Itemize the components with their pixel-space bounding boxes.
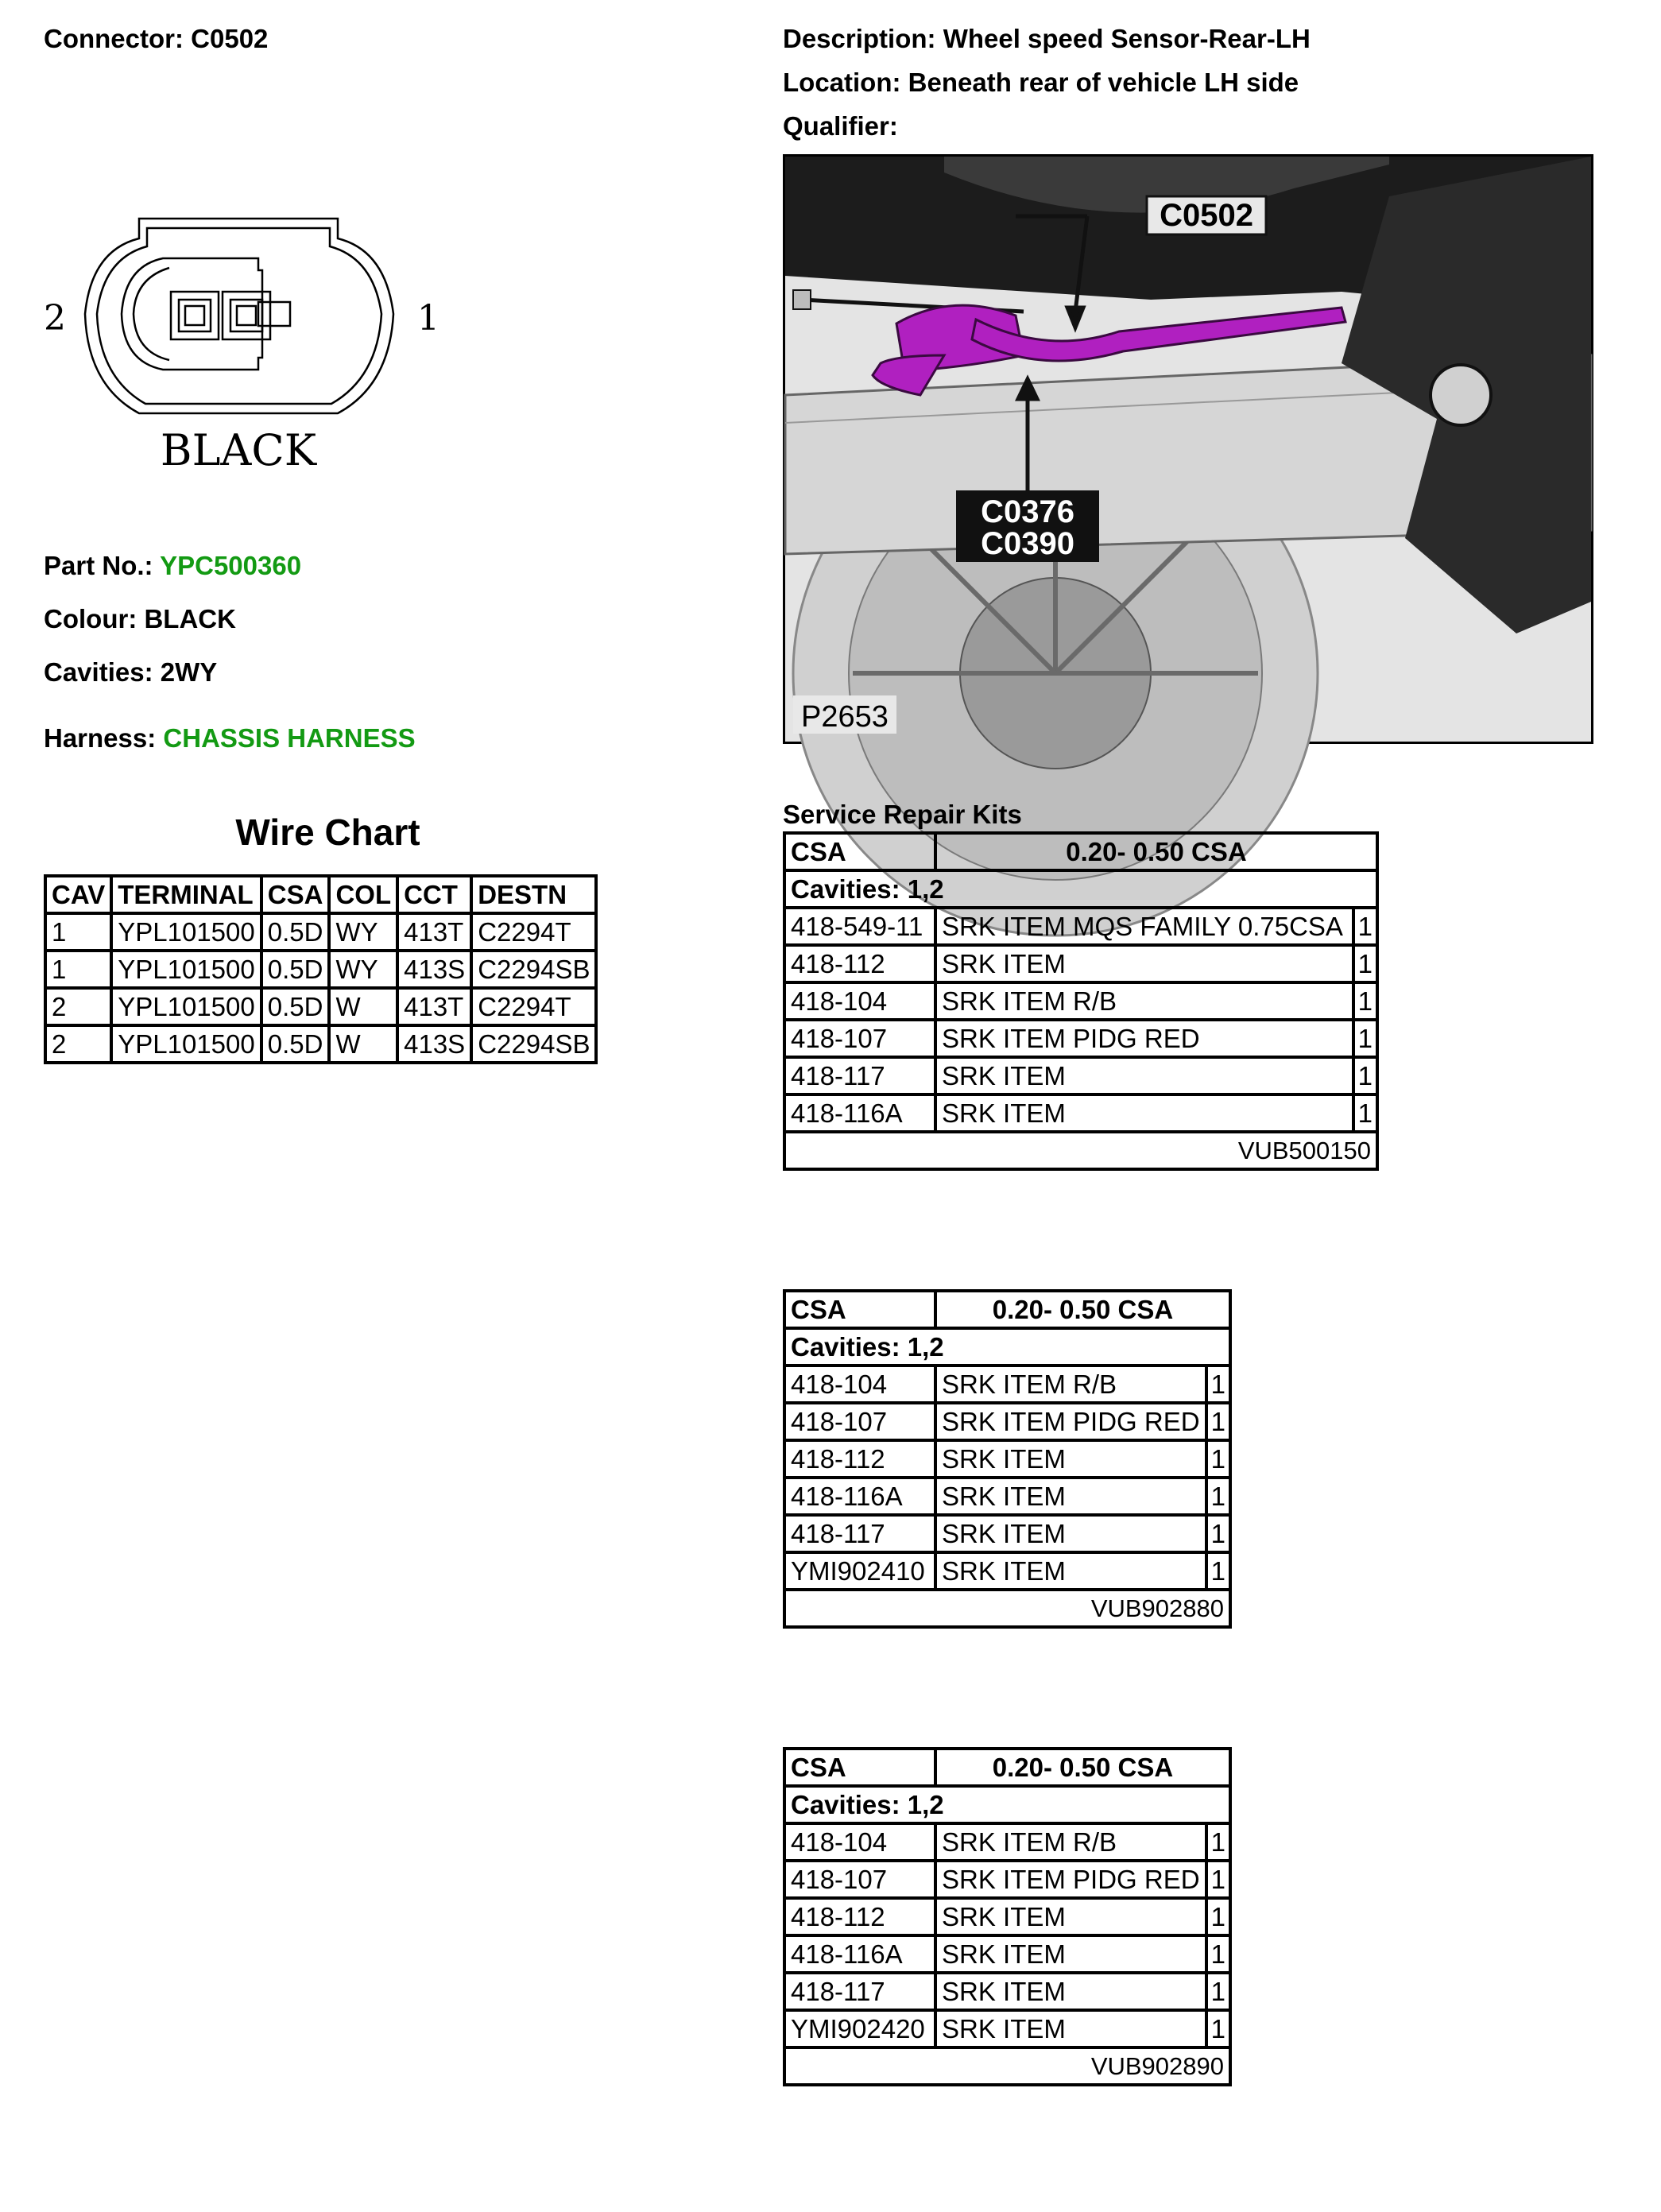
- table-row: [784, 1935, 1230, 1973]
- wire-chart-title: Wire Chart: [235, 812, 420, 853]
- item-quantity: 1: [1206, 1366, 1230, 1403]
- item-description: SRK ITEM R/B: [935, 1366, 1206, 1403]
- table-cell: WY: [329, 951, 397, 988]
- table-row: [784, 1861, 1230, 1898]
- item-part-number: 418-117: [784, 1973, 935, 2010]
- table-cell: 0.5D: [261, 988, 330, 1025]
- item-quantity: 1: [1206, 1935, 1230, 1973]
- kit-header-row: [784, 1291, 1230, 1328]
- item-part-number: 418-549-11: [784, 908, 935, 945]
- item-part-number: 418-104: [784, 1366, 935, 1403]
- harness-link[interactable]: CHASSIS HARNESS: [163, 723, 416, 753]
- table-cell: 1: [45, 951, 111, 988]
- item-description: SRK ITEM PIDG RED: [935, 1403, 1206, 1440]
- item-quantity: 1: [1353, 945, 1377, 982]
- item-quantity: 1: [1206, 1478, 1230, 1515]
- colour-label: Colour: BLACK: [44, 604, 236, 633]
- item-description: SRK ITEM: [935, 2010, 1206, 2047]
- column-header: CCT: [397, 876, 471, 913]
- qualifier-label: Qualifier:: [783, 111, 898, 141]
- item-part-number: 418-117: [784, 1057, 935, 1094]
- item-quantity: 1: [1206, 1403, 1230, 1440]
- item-description: SRK ITEM: [935, 1898, 1206, 1935]
- wire-chart-header-row: [45, 876, 596, 913]
- table-row: [784, 1440, 1230, 1478]
- item-part-number: YMI902410: [784, 1552, 935, 1590]
- table-row: [784, 1057, 1377, 1094]
- colour-caption: BLACK: [160, 425, 317, 475]
- csa-value: 0.20- 0.50 CSA: [935, 833, 1377, 870]
- item-description: SRK ITEM R/B: [935, 982, 1353, 1020]
- repair-kit-table: [783, 831, 1379, 1171]
- table-row: [45, 988, 596, 1025]
- cavities-label: Cavities: 2WY: [44, 657, 218, 687]
- item-part-number: 418-112: [784, 1440, 935, 1478]
- kit-number: VUB902880: [784, 1590, 1230, 1627]
- item-description: SRK ITEM PIDG RED: [935, 1861, 1206, 1898]
- table-cell: YPL101500: [111, 988, 261, 1025]
- location-label: Location: Beneath rear of vehicle LH side: [783, 68, 1299, 97]
- item-part-number: 418-116A: [784, 1094, 935, 1132]
- table-cell: YPL101500: [111, 951, 261, 988]
- item-description: SRK ITEM R/B: [935, 1823, 1206, 1861]
- repair-kit-table: [783, 1747, 1232, 2086]
- column-header: CAV: [45, 876, 111, 913]
- item-quantity: 1: [1206, 1898, 1230, 1935]
- table-row: [784, 1552, 1230, 1590]
- item-quantity: 1: [1206, 1515, 1230, 1552]
- column-header: COL: [329, 876, 397, 913]
- table-row: [784, 1020, 1377, 1057]
- figure-id: P2653: [801, 700, 889, 734]
- table-cell: 413T: [397, 913, 471, 951]
- kit-cavities-row: [784, 1786, 1230, 1823]
- table-cell: C2294T: [471, 988, 596, 1025]
- kit-header-row: [784, 1749, 1230, 1786]
- column-header: TERMINAL: [111, 876, 261, 913]
- kit-footer-row: [784, 1132, 1377, 1169]
- column-header: DESTN: [471, 876, 596, 913]
- table-row: [784, 1898, 1230, 1935]
- table-row: [784, 2010, 1230, 2047]
- table-row: [784, 1366, 1230, 1403]
- csa-label: CSA: [784, 833, 935, 870]
- item-description: SRK ITEM: [935, 1094, 1353, 1132]
- kit-cavities-row: [784, 870, 1377, 908]
- table-cell: YPL101500: [111, 1025, 261, 1063]
- svg-text:C0390: C0390: [981, 526, 1074, 561]
- item-description: SRK ITEM PIDG RED: [935, 1020, 1353, 1057]
- location-photo: [783, 154, 1593, 744]
- item-description: SRK ITEM: [935, 945, 1353, 982]
- kit-cavities: Cavities: 1,2: [784, 870, 1377, 908]
- item-part-number: YMI902420: [784, 2010, 935, 2047]
- table-row: [784, 982, 1377, 1020]
- table-cell: 413T: [397, 988, 471, 1025]
- callout-c0376-c0390: [956, 490, 1099, 562]
- item-description: SRK ITEM: [935, 1515, 1206, 1552]
- kit-cavities-row: [784, 1328, 1230, 1366]
- service-repair-kits-title: Service Repair Kits: [783, 800, 1022, 829]
- table-cell: YPL101500: [111, 913, 261, 951]
- table-row: [45, 1025, 596, 1063]
- harness: Harness: CHASSIS HARNESS: [44, 723, 416, 753]
- item-quantity: 1: [1353, 1057, 1377, 1094]
- item-quantity: 1: [1206, 2010, 1230, 2047]
- item-quantity: 1: [1353, 1020, 1377, 1057]
- csa-label: CSA: [784, 1291, 935, 1328]
- table-cell: W: [329, 988, 397, 1025]
- csa-label: CSA: [784, 1749, 935, 1786]
- item-part-number: 418-107: [784, 1403, 935, 1440]
- table-cell: 1: [45, 913, 111, 951]
- item-quantity: 1: [1206, 1861, 1230, 1898]
- item-part-number: 418-104: [784, 982, 935, 1020]
- table-cell: 0.5D: [261, 951, 330, 988]
- item-quantity: 1: [1206, 1823, 1230, 1861]
- item-description: SRK ITEM: [935, 1057, 1353, 1094]
- item-part-number: 418-112: [784, 1898, 935, 1935]
- pin-1-label: 1: [417, 298, 439, 339]
- kit-footer-row: [784, 1590, 1230, 1627]
- item-description: SRK ITEM: [935, 1440, 1206, 1478]
- kit-footer-row: [784, 2047, 1230, 2085]
- item-quantity: 1: [1206, 1552, 1230, 1590]
- table-row: [784, 1515, 1230, 1552]
- table-cell: C2294SB: [471, 1025, 596, 1063]
- item-part-number: 418-104: [784, 1823, 935, 1861]
- item-quantity: 1: [1206, 1440, 1230, 1478]
- item-quantity: 1: [1353, 908, 1377, 945]
- table-cell: 0.5D: [261, 1025, 330, 1063]
- item-part-number: 418-107: [784, 1861, 935, 1898]
- table-row: [784, 1403, 1230, 1440]
- item-description: SRK ITEM: [935, 1973, 1206, 2010]
- table-row: [784, 1973, 1230, 2010]
- column-header: CSA: [261, 876, 330, 913]
- table-row: [784, 1094, 1377, 1132]
- table-cell: 2: [45, 988, 111, 1025]
- table-cell: WY: [329, 913, 397, 951]
- item-quantity: 1: [1353, 982, 1377, 1020]
- table-row: [45, 913, 596, 951]
- item-description: SRK ITEM: [935, 1552, 1206, 1590]
- csa-value: 0.20- 0.50 CSA: [935, 1749, 1230, 1786]
- part-number: Part No.: YPC500360: [44, 551, 302, 580]
- kit-number: VUB500150: [784, 1132, 1377, 1169]
- callout-c0502: [1147, 196, 1266, 234]
- item-quantity: 1: [1353, 1094, 1377, 1132]
- description-label: Description: Wheel speed Sensor-Rear-LH: [783, 24, 1311, 53]
- table-cell: 413S: [397, 1025, 471, 1063]
- table-row: [784, 945, 1377, 982]
- item-description: SRK ITEM: [935, 1935, 1206, 1973]
- item-part-number: 418-112: [784, 945, 935, 982]
- item-part-number: 418-117: [784, 1515, 935, 1552]
- kit-number: VUB902890: [784, 2047, 1230, 2085]
- item-part-number: 418-116A: [784, 1478, 935, 1515]
- svg-text:C0376: C0376: [981, 494, 1074, 529]
- item-description: SRK ITEM: [935, 1478, 1206, 1515]
- table-row: [45, 951, 596, 988]
- svg-text:C0502: C0502: [1160, 198, 1253, 233]
- table-cell: C2294SB: [471, 951, 596, 988]
- csa-value: 0.20- 0.50 CSA: [935, 1291, 1230, 1328]
- table-row: [784, 1478, 1230, 1515]
- table-cell: 0.5D: [261, 913, 330, 951]
- connector-label: Connector: C0502: [44, 24, 269, 53]
- part-number-link[interactable]: YPC500360: [160, 551, 302, 580]
- table-cell: C2294T: [471, 913, 596, 951]
- connector-face-diagram: [44, 203, 449, 497]
- kit-header-row: [784, 833, 1377, 870]
- wire-chart-table: [44, 874, 598, 1064]
- kit-cavities: Cavities: 1,2: [784, 1328, 1230, 1366]
- pin-2-label: 2: [44, 298, 66, 339]
- table-cell: 413S: [397, 951, 471, 988]
- repair-kit-table: [783, 1289, 1232, 1629]
- item-part-number: 418-107: [784, 1020, 935, 1057]
- item-part-number: 418-116A: [784, 1935, 935, 1973]
- table-cell: W: [329, 1025, 397, 1063]
- item-quantity: 1: [1206, 1973, 1230, 2010]
- table-row: [784, 1823, 1230, 1861]
- table-cell: 2: [45, 1025, 111, 1063]
- table-row: [784, 908, 1377, 945]
- item-description: SRK ITEM MQS FAMILY 0.75CSA: [935, 908, 1353, 945]
- kit-cavities: Cavities: 1,2: [784, 1786, 1230, 1823]
